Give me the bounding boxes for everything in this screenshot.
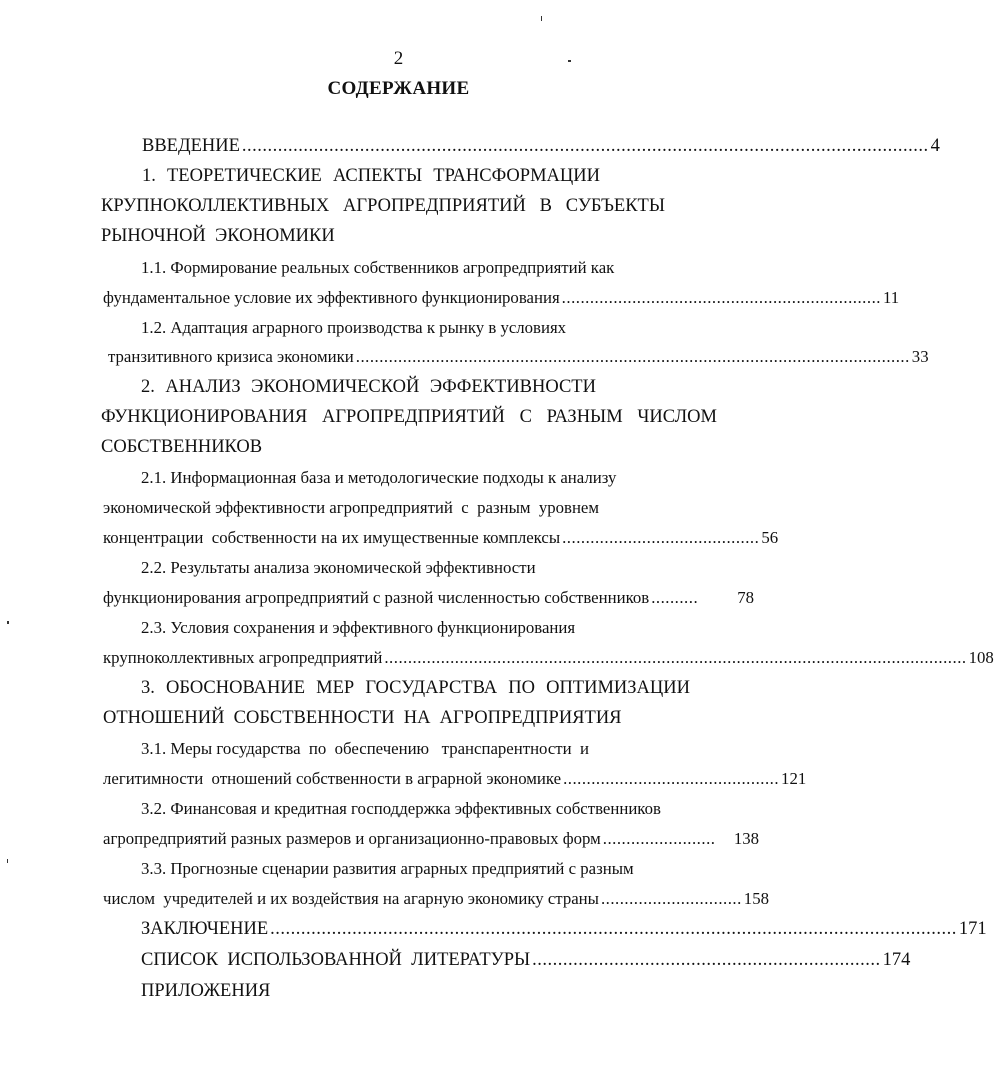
dot-leader: ............................................................................................................................ — [384, 648, 967, 667]
toc-entry-conclusion[interactable] — [141, 917, 987, 941]
word: АНАЛИЗ — [165, 377, 241, 397]
toc-section-2-2-line2[interactable] — [103, 586, 754, 610]
toc-chapter-2-line3: СОБСТВЕННИКОВ — [101, 437, 263, 457]
scan-speck — [541, 16, 542, 21]
word: 3. — [141, 678, 155, 698]
toc-conclusion-page: 171 — [958, 919, 987, 939]
toc-chapter-1-line2 — [101, 194, 665, 218]
scan-speck — [568, 60, 571, 62]
toc-s32-label: агропредприятий разных размеров и организационно-правовых форм — [103, 829, 601, 848]
dot-leader: .................................................................... — [532, 950, 881, 970]
toc-s22-label: функционирования агропредприятий с разной численностью собственников — [103, 588, 650, 607]
dot-leader: .............................................. — [563, 769, 780, 788]
word: ТЕОРЕТИЧЕСКИЕ — [166, 166, 322, 186]
word: ОПТИМИЗАЦИИ — [546, 678, 690, 698]
toc-entry-intro[interactable] — [142, 134, 940, 158]
word: МЕР — [316, 678, 355, 698]
word: 2. — [141, 377, 155, 397]
toc-section-2-2-line1[interactable]: 2.2. Результаты анализа экономической эффективности — [141, 558, 536, 577]
toc-section-1-1-line1[interactable]: 1.1. Формирование реальных собственников агропредприятий как — [141, 258, 615, 277]
toc-section-3-1-line1[interactable]: 3.1. Меры государства по обеспечению транспарентности и — [141, 739, 589, 758]
toc-conclusion-label: ЗАКЛЮЧЕНИЕ — [141, 919, 269, 939]
toc-references-page: 174 — [882, 950, 911, 970]
word: ГОСУДАРСТВА — [365, 678, 498, 698]
dot-leader: ........................ — [602, 829, 716, 848]
toc-chapter-2-line1[interactable] — [141, 375, 596, 399]
toc-section-2-3-line2[interactable] — [103, 646, 994, 670]
toc-s11-page: 11 — [882, 288, 900, 307]
word: ПО — [508, 678, 535, 698]
toc-section-2-1-line2: экономической эффективности агропредприятий с разным уровнем — [103, 498, 600, 517]
page-title: СОДЕРЖАНИЕ — [327, 78, 470, 99]
dot-leader: .................................................................... — [561, 288, 881, 307]
toc-section-1-2-line1[interactable]: 1.2. Адаптация аграрного производства к рынку в условиях — [141, 318, 567, 337]
toc-section-2-3-line1[interactable]: 2.3. Условия сохранения и эффективного функционирования — [141, 618, 576, 637]
toc-s11-label: фундаментальное условие их эффективного функционирования — [103, 288, 560, 307]
toc-chapter-1-line1[interactable] — [142, 164, 600, 188]
word: С — [519, 407, 532, 427]
toc-entry-appendix[interactable]: ПРИЛОЖЕНИЯ — [141, 981, 271, 1001]
page-number: 2 — [393, 48, 404, 69]
word: АГРОПРЕДПРИЯТИЙ — [321, 407, 505, 427]
toc-intro-label: ВВЕДЕНИЕ — [142, 136, 240, 156]
toc-s31-label: легитимности отношений собственности в аграрной экономике — [103, 769, 562, 788]
scan-speck — [7, 859, 8, 863]
word: СУБЪЕКТЫ — [565, 196, 665, 216]
word: В — [539, 196, 552, 216]
toc-s12-page: 33 — [911, 347, 929, 366]
toc-s31-page: 121 — [781, 769, 807, 788]
toc-s32-page: 138 — [733, 829, 759, 848]
toc-s21-label: концентрации собственности на их имущественные комплексы — [103, 528, 561, 547]
toc-section-1-1-line2[interactable] — [103, 286, 900, 310]
word: ЭКОНОМИЧЕСКОЙ — [251, 377, 420, 397]
word: 1. — [142, 166, 156, 186]
toc-s33-label: числом учредителей и их воздействия на агарную экономику страны — [103, 889, 599, 908]
toc-section-2-1-line3[interactable] — [103, 526, 779, 550]
word: АГРОПРЕДПРИЯТИЙ — [343, 196, 526, 216]
word: ЧИСЛОМ — [637, 407, 717, 427]
toc-section-3-2-line1[interactable]: 3.2. Финансовая и кредитная господдержка эффективных собственников — [141, 799, 661, 818]
word: РАЗНЫМ — [546, 407, 623, 427]
toc-references-label: СПИСОК ИСПОЛЬЗОВАННОЙ ЛИТЕРАТУРЫ — [141, 950, 531, 970]
dot-leader: ...................................................................................................................... — [355, 347, 910, 366]
toc-section-3-3-line1[interactable]: 3.3. Прогнозные сценарии развития аграрных предприятий с разным — [141, 859, 634, 878]
toc-s21-page: 56 — [761, 528, 779, 547]
toc-s23-label: крупноколлективных агропредприятий — [103, 648, 383, 667]
word: ТРАНСФОРМАЦИИ — [433, 166, 600, 186]
toc-s33-page: 158 — [743, 889, 769, 908]
scan-speck — [7, 621, 9, 624]
word: ЭФФЕКТИВНОСТИ — [429, 377, 596, 397]
word: АСПЕКТЫ — [332, 166, 423, 186]
dot-leader: .......................................... — [562, 528, 760, 547]
toc-section-1-2-line2[interactable] — [108, 345, 929, 369]
word: ОБОСНОВАНИЕ — [165, 678, 306, 698]
word: ФУНКЦИОНИРОВАНИЯ — [101, 407, 308, 427]
toc-chapter-1-line3: РЫНОЧНОЙ ЭКОНОМИКИ — [101, 226, 335, 246]
word: КРУПНОКОЛЛЕКТИВНЫХ — [101, 196, 330, 216]
toc-chapter-3-line1[interactable] — [141, 676, 690, 700]
toc-intro-page: 4 — [930, 136, 940, 156]
toc-s12-label: транзитивного кризиса экономики — [108, 347, 354, 366]
toc-section-2-1-line1[interactable]: 2.1. Информационная база и методологические подходы к анализу — [141, 468, 617, 487]
toc-chapter-2-line2 — [101, 405, 717, 429]
toc-section-3-2-line2[interactable] — [103, 827, 759, 851]
toc-chapter-3-line2: ОТНОШЕНИЙ СОБСТВЕННОСТИ НА АГРОПРЕДПРИЯТИЯ — [103, 708, 622, 728]
toc-entry-references[interactable] — [141, 948, 911, 972]
dot-leader: ...................................................................................................................................... — [241, 136, 929, 156]
toc-section-3-1-line2[interactable] — [103, 767, 807, 791]
dot-leader: .......... — [651, 588, 699, 607]
dot-leader: ...................................................................................................................................... — [270, 919, 957, 939]
toc-section-3-3-line2[interactable] — [103, 887, 769, 911]
toc-s22-page: 78 — [737, 588, 754, 607]
dot-leader: .............................. — [600, 889, 742, 908]
toc-s23-page: 108 — [968, 648, 994, 667]
